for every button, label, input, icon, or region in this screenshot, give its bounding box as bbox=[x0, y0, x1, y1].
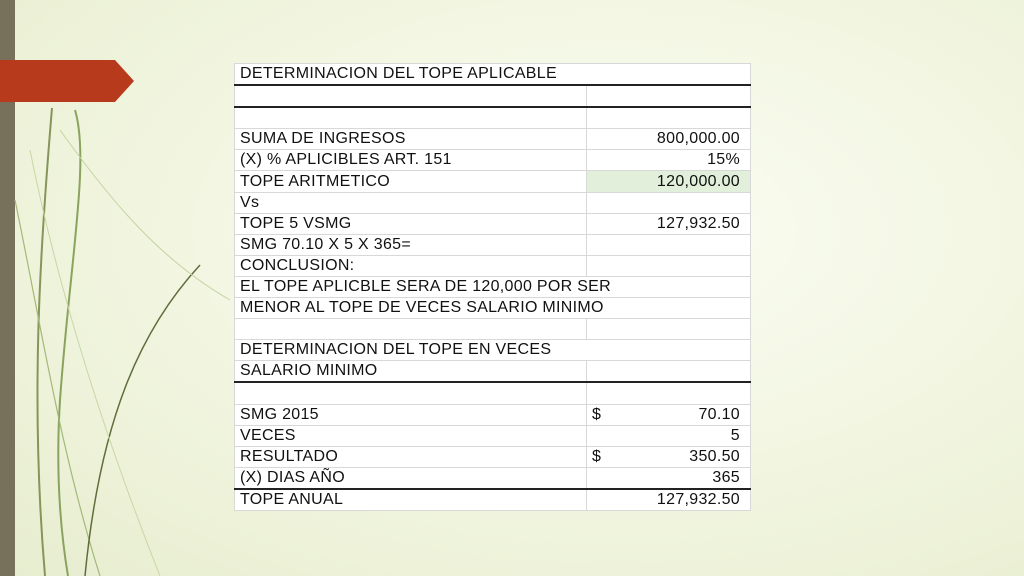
empty-cell bbox=[587, 361, 751, 383]
table-row bbox=[235, 489, 751, 511]
empty-cell bbox=[235, 107, 587, 129]
row-label: CONCLUSION: bbox=[235, 255, 587, 276]
row-value bbox=[587, 446, 751, 467]
table-row bbox=[235, 255, 751, 276]
table-title: DETERMINACION DEL TOPE APLICABLE bbox=[235, 64, 751, 86]
row-label: SMG 2015 bbox=[235, 404, 587, 425]
empty-cell bbox=[587, 319, 751, 340]
empty-cell bbox=[587, 234, 751, 255]
empty-cell bbox=[587, 192, 751, 213]
table-row bbox=[235, 276, 751, 297]
row-value: 365 bbox=[587, 467, 751, 489]
row-label: SUMA DE INGRESOS bbox=[235, 129, 587, 150]
empty-cell bbox=[587, 85, 751, 107]
section-title: DETERMINACION DEL TOPE EN VECES bbox=[235, 340, 751, 361]
arrow-tab-shape bbox=[0, 60, 135, 104]
row-value: 127,932.50 bbox=[587, 489, 751, 511]
row-label: (X) DIAS AÑO bbox=[235, 467, 587, 489]
row-value: 800,000.00 bbox=[587, 129, 751, 150]
table-row bbox=[235, 425, 751, 446]
spreadsheet-table bbox=[234, 63, 751, 511]
row-label: TOPE 5 VSMG bbox=[235, 213, 587, 234]
table-row bbox=[235, 192, 751, 213]
currency-symbol: $ bbox=[592, 405, 602, 423]
conclusion-text: MENOR AL TOPE DE VECES SALARIO MINIMO bbox=[235, 298, 751, 319]
row-value: 127,932.50 bbox=[587, 213, 751, 234]
empty-cell bbox=[235, 85, 587, 107]
row-label: VECES bbox=[235, 425, 587, 446]
table-row bbox=[235, 361, 751, 383]
row-label: TOPE ARITMETICO bbox=[235, 171, 587, 192]
row-label: Vs bbox=[235, 192, 587, 213]
row-value: 5 bbox=[587, 425, 751, 446]
currency-value: 350.50 bbox=[689, 447, 740, 465]
table-row bbox=[235, 467, 751, 489]
row-label: RESULTADO bbox=[235, 446, 587, 467]
table-row bbox=[235, 171, 751, 192]
empty-cell bbox=[235, 319, 587, 340]
table-row bbox=[235, 340, 751, 361]
conclusion-text: EL TOPE APLICBLE SERA DE 120,000 POR SER bbox=[235, 276, 751, 297]
table-row bbox=[235, 298, 751, 319]
table-row bbox=[235, 129, 751, 150]
row-value bbox=[587, 404, 751, 425]
currency-symbol: $ bbox=[592, 447, 602, 465]
row-label: TOPE ANUAL bbox=[235, 489, 587, 511]
row-value: 15% bbox=[587, 150, 751, 171]
table-row bbox=[235, 234, 751, 255]
empty-cell bbox=[587, 382, 751, 404]
table-row bbox=[235, 213, 751, 234]
table-row bbox=[235, 150, 751, 171]
highlighted-value: 120,000.00 bbox=[587, 171, 751, 192]
table-row bbox=[235, 446, 751, 467]
currency-value: 70.10 bbox=[698, 405, 740, 423]
section-title: SALARIO MINIMO bbox=[235, 361, 587, 383]
row-label: SMG 70.10 X 5 X 365= bbox=[235, 234, 587, 255]
empty-cell bbox=[587, 255, 751, 276]
empty-cell bbox=[587, 107, 751, 129]
table-row bbox=[235, 404, 751, 425]
row-label: (X) % APLICIBLES ART. 151 bbox=[235, 150, 587, 171]
empty-cell bbox=[235, 382, 587, 404]
